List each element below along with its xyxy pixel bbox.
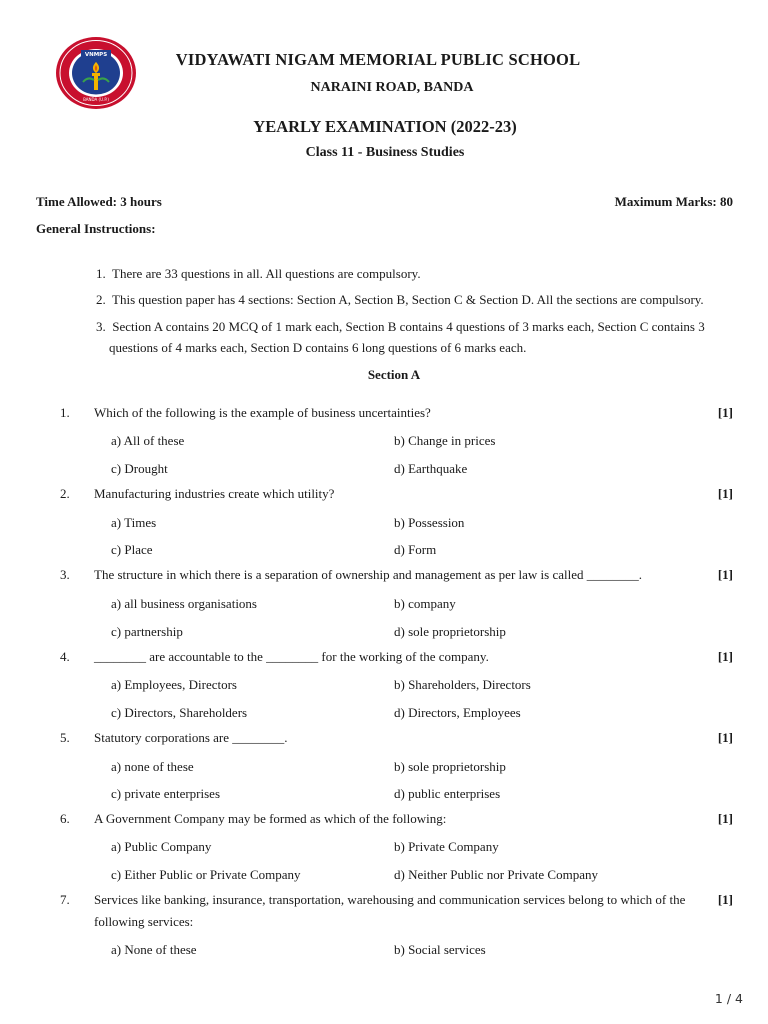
option: d) Earthquake bbox=[394, 461, 468, 476]
question-marks: [1] bbox=[717, 567, 733, 582]
page-number: 1 / 4 bbox=[714, 991, 743, 1006]
option: b) Change in prices bbox=[394, 433, 496, 448]
question-marks: [1] bbox=[717, 811, 733, 826]
question-text: ________ are accountable to the ________ for the working of the company. bbox=[94, 649, 489, 664]
question-text: A Government Company may be formed as which of the following: bbox=[94, 811, 447, 826]
time-allowed: Time Allowed: 3 hours bbox=[36, 194, 162, 209]
option: a) none of these bbox=[111, 759, 194, 774]
option: b) Shareholders, Directors bbox=[394, 677, 531, 692]
question-number: 5. bbox=[60, 730, 70, 745]
option: b) company bbox=[394, 596, 456, 611]
question-marks: [1] bbox=[717, 892, 733, 907]
question-text: Manufacturing industries create which utility? bbox=[94, 486, 335, 501]
question-number: 7. bbox=[60, 892, 70, 907]
option: a) Times bbox=[111, 515, 157, 530]
instruction-number: 3. bbox=[96, 319, 106, 334]
instruction-text: Section A contains 20 MCQ of 1 mark each, Section B contains 4 questions of 3 marks each, Section C contains 3 bbox=[112, 319, 705, 334]
option: c) partnership bbox=[111, 624, 183, 639]
option: a) All of these bbox=[111, 433, 185, 448]
option: d) Neither Public nor Private Company bbox=[394, 867, 598, 882]
question-text: Statutory corporations are ________. bbox=[94, 730, 288, 745]
instruction-item bbox=[96, 316, 736, 358]
question-marks: [1] bbox=[717, 730, 733, 745]
instruction-number: 1. bbox=[96, 266, 106, 281]
option: c) Directors, Shareholders bbox=[111, 705, 248, 720]
school-name: VIDYAWATI NIGAM MEMORIAL PUBLIC SCHOOL bbox=[175, 50, 581, 69]
exam-title: YEARLY EXAMINATION (2022-23) bbox=[253, 117, 517, 136]
option: a) Public Company bbox=[111, 839, 212, 854]
exam-subtitle: Class 11 - Business Studies bbox=[305, 145, 465, 160]
section-heading: Section A bbox=[367, 367, 421, 382]
instruction-number: 2. bbox=[96, 292, 106, 307]
question-text: Services like banking, insurance, transportation, warehousing and communication services belong to which of the following services: bbox=[94, 892, 686, 929]
option: b) Possession bbox=[394, 515, 465, 530]
option: c) Either Public or Private Company bbox=[111, 867, 301, 882]
option: d) Directors, Employees bbox=[394, 705, 521, 720]
instruction-text-continued: questions of 4 marks each, Section D contains 6 long questions of 6 marks each. bbox=[109, 340, 527, 355]
question-marks: [1] bbox=[717, 486, 733, 501]
option: b) sole proprietorship bbox=[394, 759, 506, 774]
option: a) None of these bbox=[111, 942, 197, 957]
logo-place: BANDA (U.P.) bbox=[83, 97, 109, 102]
question-number: 1. bbox=[60, 405, 70, 420]
option: d) Form bbox=[394, 542, 437, 557]
question-marks: [1] bbox=[717, 649, 733, 664]
instruction-item bbox=[96, 263, 736, 284]
option: c) Place bbox=[111, 542, 153, 557]
option: a) all business organisations bbox=[111, 596, 257, 611]
option: a) Employees, Directors bbox=[111, 677, 237, 692]
question-number: 4. bbox=[60, 649, 70, 664]
instruction-item bbox=[96, 289, 736, 310]
option: c) private enterprises bbox=[111, 786, 221, 801]
option: c) Drought bbox=[111, 461, 168, 476]
option: d) sole proprietorship bbox=[394, 624, 506, 639]
school-address: NARAINI ROAD, BANDA bbox=[310, 80, 474, 95]
instruction-text: There are 33 questions in all. All questions are compulsory. bbox=[112, 266, 421, 281]
option: b) Social services bbox=[394, 942, 486, 957]
question-number: 6. bbox=[60, 811, 70, 826]
option: d) public enterprises bbox=[394, 786, 501, 801]
question-text: The structure in which there is a separation of ownership and management as per law is called ________. bbox=[94, 567, 642, 582]
instructions-heading: General Instructions: bbox=[36, 221, 156, 236]
question-text: Which of the following is the example of business uncertainties? bbox=[94, 405, 431, 420]
question-marks: [1] bbox=[717, 405, 733, 420]
question-number: 3. bbox=[60, 567, 70, 582]
school-logo bbox=[55, 36, 137, 110]
option: b) Private Company bbox=[394, 839, 499, 854]
question-number: 2. bbox=[60, 486, 70, 501]
instruction-text: This question paper has 4 sections: Section A, Section B, Section C & Section D. All the sections are compulsory. bbox=[112, 292, 704, 307]
logo-abbr: VNMPS bbox=[84, 52, 108, 58]
maximum-marks: Maximum Marks: 80 bbox=[614, 194, 733, 209]
